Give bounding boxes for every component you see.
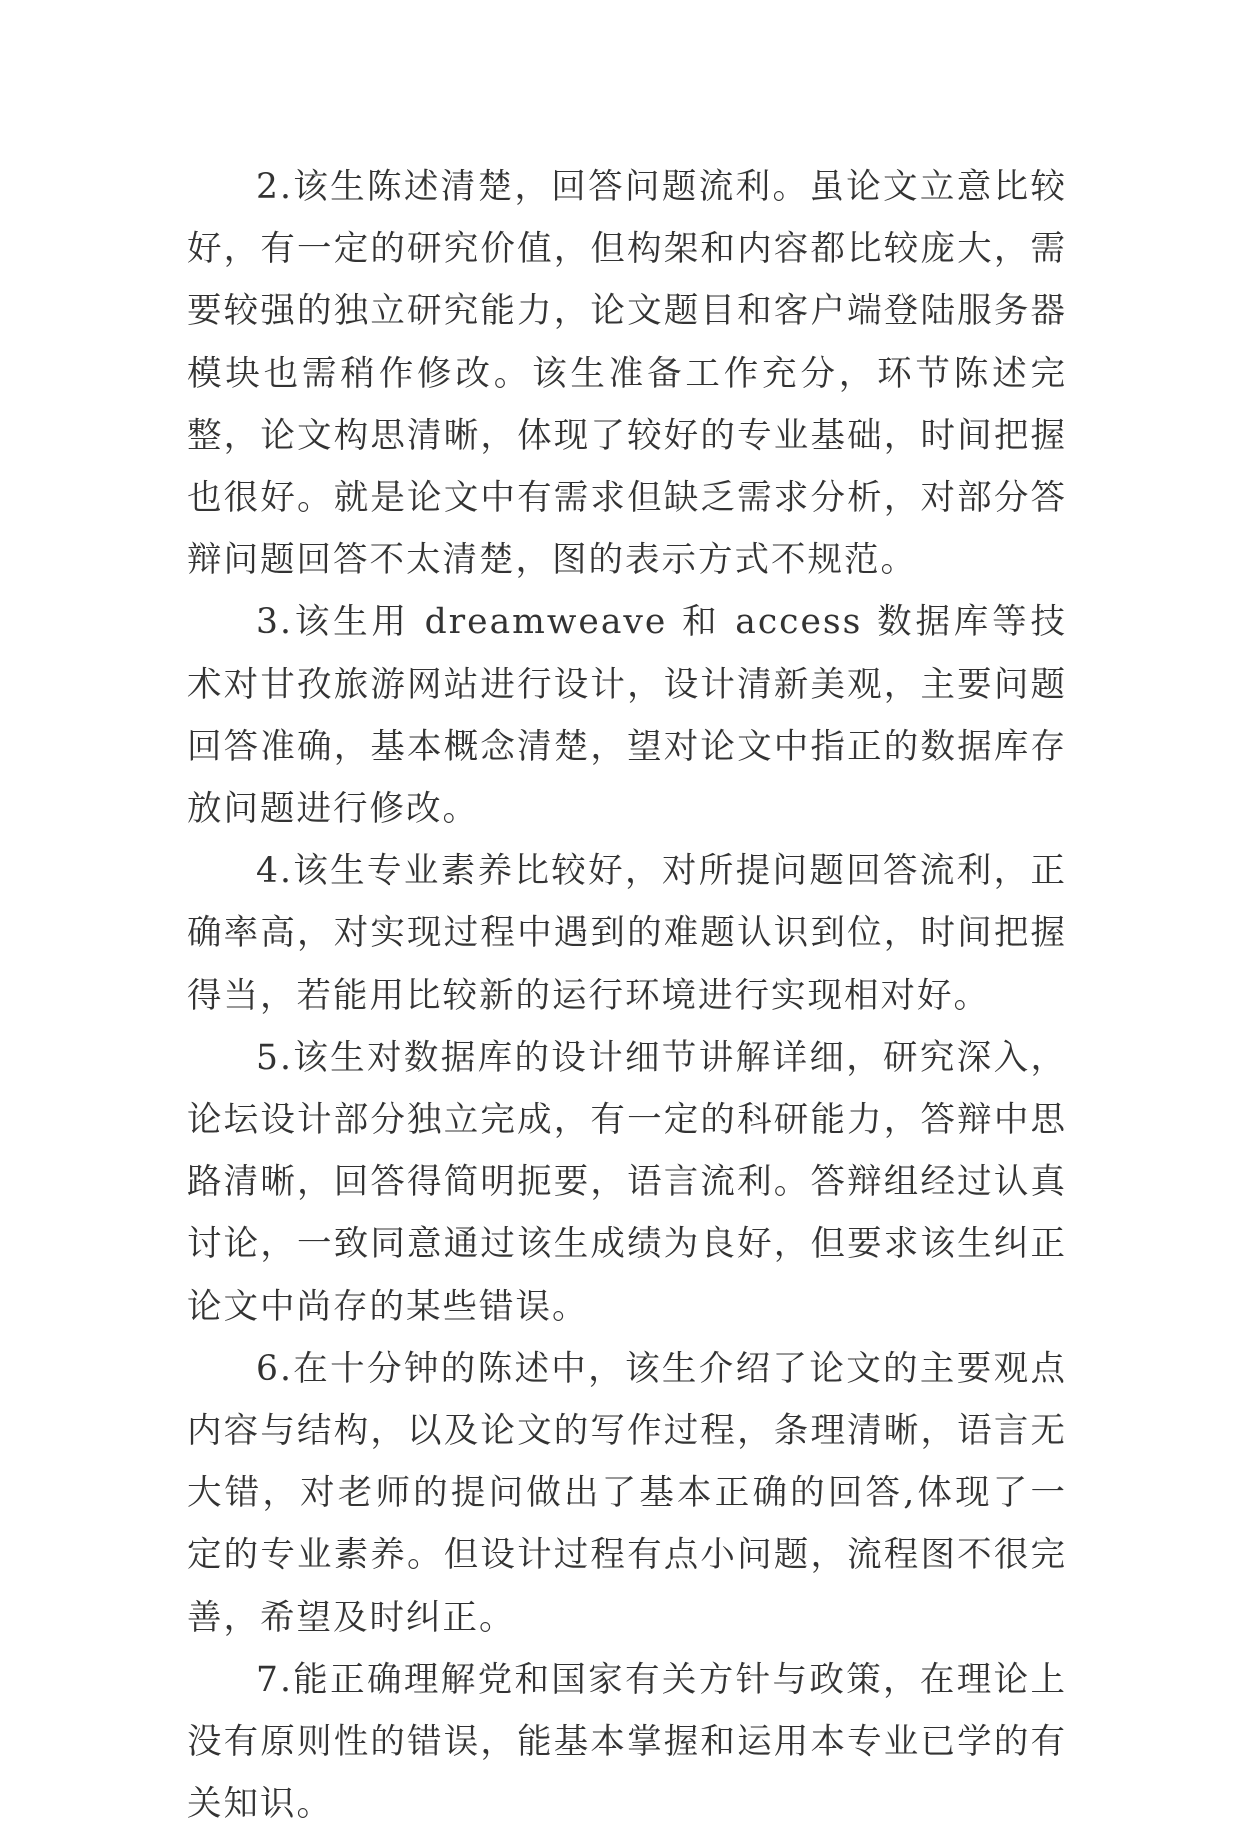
paragraph-5: 5.该生对数据库的设计细节讲解详细，研究深入，论坛设计部分独立完成，有一定的科研能力，答辩中思路清晰，回答得简明扼要，语言流利。答辩组经过认真讨论，一致同意通过该生成绩为良好，但要求该生纠正论文中尚存的某些错误。 xyxy=(187,1037,1067,1327)
paragraph-3: 3.该生用 dreamweave 和 access 数据库等技术对甘孜旅游网站进行设计，设计清新美观，主要问题回答准确，基本概念清楚，望对论文中指正的数据库存放问题进行修改。 xyxy=(187,602,1067,830)
paragraph-6: 6.在十分钟的陈述中，该生介绍了论文的主要观点内容与结构，以及论文的写作过程，条理清晰，语言无大错，对老师的提问做出了基本正确的回答,体现了一定的专业素养。但设计过程有点小问题，流程图不很完善，希望及时纠正。 xyxy=(187,1348,1067,1638)
document-body xyxy=(187,156,1067,1835)
paragraph-7: 7.能正确理解党和国家有关方针与政策，在理论上没有原则性的错误，能基本掌握和运用本专业已学的有关知识。 xyxy=(187,1659,1067,1825)
paragraph-4: 4.该生专业素养比较好，对所提问题回答流利，正确率高，对实现过程中遇到的难题认识到位，时间把握得当，若能用比较新的运行环境进行实现相对好。 xyxy=(187,851,1067,1016)
paragraph-2: 2.该生陈述清楚，回答问题流利。虽论文立意比较好，有一定的研究价值，但构架和内容都比较庞大，需要较强的独立研究能力，论文题目和客户端登陆服务器模块也需稍作修改。该生准备工作充分，环节陈述完整，论文构思清晰，体现了较好的专业基础，时间把握也很好。就是论文中有需求但缺乏需求分析，对部分答辩问题回答不太清楚，图的表示方式不规范。 xyxy=(187,167,1067,581)
